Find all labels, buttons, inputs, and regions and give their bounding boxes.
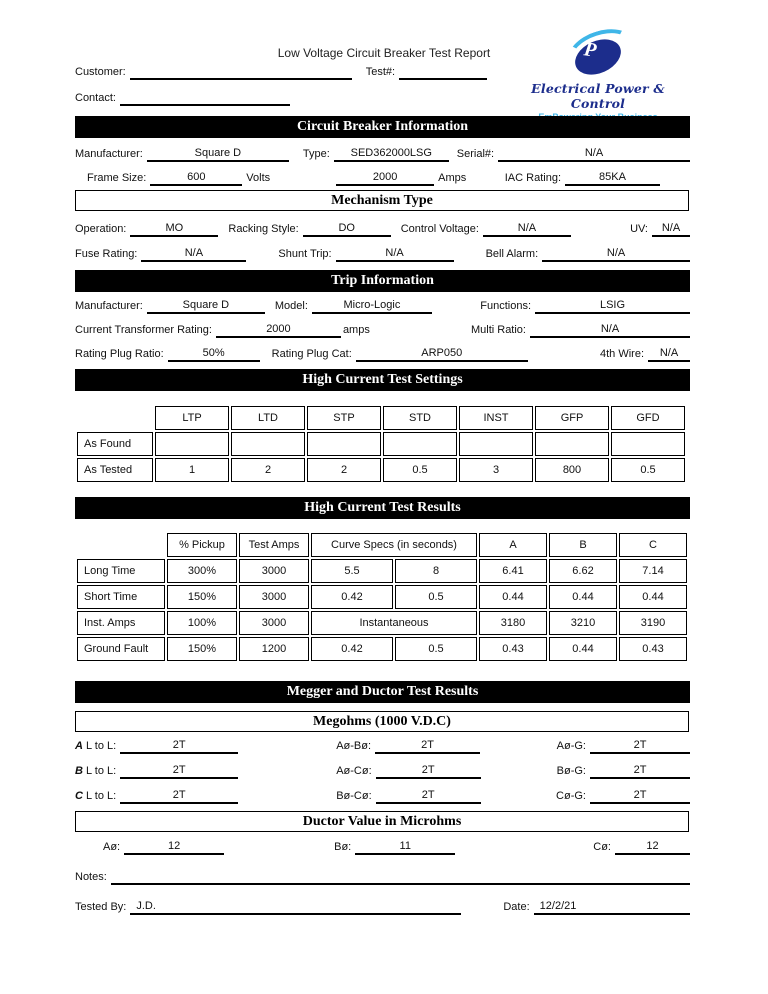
phase-a-label: A <box>75 740 83 752</box>
model-field[interactable]: Micro-Logic <box>312 298 432 314</box>
results-col-curve-specs: Curve Specs (in seconds) <box>311 533 477 557</box>
results-corner-cell <box>77 533 165 557</box>
results-cell[interactable]: 3000 <box>239 559 309 583</box>
racking-style-field[interactable]: DO <box>303 221 391 237</box>
serial-label: Serial#: <box>456 148 495 160</box>
bell-alarm-field[interactable]: N/A <box>542 246 690 262</box>
settings-cell[interactable]: 0.5 <box>383 458 457 482</box>
settings-row-label: As Found <box>77 432 153 456</box>
contact-label: Contact: <box>75 92 116 104</box>
type-field[interactable]: SED362000LSG <box>334 146 449 162</box>
ct-rating-field[interactable]: 2000 <box>216 322 341 338</box>
fourth-wire-field[interactable]: N/A <box>648 346 690 362</box>
multi-ratio-label: Multi Ratio: <box>470 324 526 336</box>
results-cell[interactable]: 0.44 <box>619 585 687 609</box>
settings-col-ltd: LTD <box>231 406 305 430</box>
logo-monogram: P <box>582 38 598 62</box>
contact-row <box>75 88 690 106</box>
test-number-label: Test#: <box>365 66 396 78</box>
results-cell[interactable]: 7.14 <box>619 559 687 583</box>
operation-label: Operation: <box>75 223 127 235</box>
mechanism-row-2 <box>75 244 690 262</box>
manufacturer-field[interactable]: Square D <box>147 146 289 162</box>
megger-a-ltol-field[interactable]: 2T <box>120 738 238 754</box>
page-title: Low Voltage Circuit Breaker Test Report <box>277 46 491 60</box>
results-ground-fault-row <box>77 637 687 661</box>
high-current-test-settings-table <box>75 404 687 484</box>
results-cell[interactable]: 3180 <box>479 611 547 635</box>
results-cell[interactable]: 3000 <box>239 611 309 635</box>
trip-info-row-1 <box>75 296 690 314</box>
ductor-c-field[interactable]: 12 <box>615 839 690 855</box>
serial-field[interactable]: N/A <box>498 146 690 162</box>
results-row-label: Ground Fault <box>77 637 165 661</box>
results-col-test-amps: Test Amps <box>239 533 309 557</box>
trip-manufacturer-field[interactable]: Square D <box>147 298 265 314</box>
megger-row-c <box>75 786 690 804</box>
shunt-trip-label: Shunt Trip: <box>278 248 332 260</box>
fuse-rating-field[interactable]: N/A <box>141 246 246 262</box>
shunt-trip-field[interactable]: N/A <box>336 246 454 262</box>
notes-label: Notes: <box>75 871 107 883</box>
amps-field[interactable]: 2000 <box>336 170 434 186</box>
trip-info-row-2 <box>75 320 690 338</box>
section-header-mechanism-type: Mechanism Type <box>75 190 689 211</box>
megger-bc-field[interactable]: 2T <box>376 788 481 804</box>
racking-style-label: Racking Style: <box>228 223 299 235</box>
date-label: Date: <box>503 901 530 913</box>
tested-by-label: Tested By: <box>75 901 127 913</box>
high-current-test-results-table <box>75 531 689 663</box>
functions-field[interactable]: LSIG <box>535 298 690 314</box>
contact-field[interactable] <box>120 104 290 106</box>
megger-b-ltol-field[interactable]: 2T <box>120 763 238 779</box>
results-cell[interactable]: 0.43 <box>619 637 687 661</box>
results-cell[interactable]: 6.41 <box>479 559 547 583</box>
section-header-circuit-breaker-information: Circuit Breaker Information <box>75 116 690 138</box>
rating-plug-cat-label: Rating Plug Cat: <box>271 348 352 360</box>
megger-row-b <box>75 761 690 779</box>
settings-cell[interactable] <box>155 432 229 456</box>
tested-by-field[interactable]: J.D. <box>130 899 461 915</box>
notes-field[interactable] <box>111 883 690 885</box>
megger-ag-field[interactable]: 2T <box>590 738 690 754</box>
notes-row <box>75 867 690 885</box>
results-cell[interactable]: 3000 <box>239 585 309 609</box>
results-cell[interactable]: 3210 <box>549 611 617 635</box>
type-label: Type: <box>302 148 330 160</box>
rating-plug-ratio-field[interactable]: 50% <box>168 346 260 362</box>
bell-alarm-label: Bell Alarm: <box>485 248 539 260</box>
control-voltage-label: Control Voltage: <box>400 223 479 235</box>
amps-label: Amps <box>438 172 467 184</box>
test-number-field[interactable] <box>399 78 487 80</box>
results-col-c: C <box>619 533 687 557</box>
results-col-a: A <box>479 533 547 557</box>
results-cell[interactable]: 5.5 <box>311 559 393 583</box>
customer-label: Customer: <box>75 66 126 78</box>
megger-ab-label: Aø-Bø: <box>336 740 372 752</box>
settings-cell[interactable] <box>459 432 533 456</box>
section-header-megger-ductor: Megger and Ductor Test Results <box>75 681 690 703</box>
fourth-wire-label: 4th Wire: <box>599 348 644 360</box>
results-cell[interactable]: 300% <box>167 559 237 583</box>
iac-rating-field[interactable]: 85KA <box>565 170 660 186</box>
l-to-l-label: L to L: <box>86 740 117 752</box>
results-row-label: Long Time <box>77 559 165 583</box>
phase-b-label: B <box>75 765 83 777</box>
settings-row-label: As Tested <box>77 458 153 482</box>
trip-manufacturer-label: Manufacturer: <box>75 300 143 312</box>
results-cell[interactable]: 1200 <box>239 637 309 661</box>
settings-corner-cell <box>77 406 153 430</box>
megger-bg-field[interactable]: 2T <box>590 763 690 779</box>
settings-as-found-row <box>77 432 685 456</box>
fuse-rating-label: Fuse Rating: <box>75 248 138 260</box>
settings-col-gfp: GFP <box>535 406 609 430</box>
tested-by-row <box>75 897 690 915</box>
manufacturer-label: Manufacturer: <box>75 148 143 160</box>
settings-cell[interactable]: 2 <box>231 458 305 482</box>
settings-col-inst: INST <box>459 406 533 430</box>
settings-cell[interactable]: 1 <box>155 458 229 482</box>
section-header-ductor-value: Ductor Value in Microhms <box>75 811 689 832</box>
results-col-b: B <box>549 533 617 557</box>
section-header-high-current-test-results: High Current Test Results <box>75 497 690 519</box>
iac-rating-label: IAC Rating: <box>504 172 561 184</box>
results-inst-amps-row <box>77 611 687 635</box>
results-cell[interactable]: 0.42 <box>311 637 393 661</box>
ct-unit-label: amps <box>342 324 370 336</box>
ductor-row <box>75 837 690 855</box>
results-cell[interactable]: 0.43 <box>479 637 547 661</box>
ductor-b-label: Bø: <box>334 841 352 853</box>
ct-rating-label: Current Transformer Rating: <box>75 324 212 336</box>
frame-size-label: Frame Size: <box>87 172 147 184</box>
date-field[interactable]: 12/2/21 <box>534 899 690 915</box>
section-header-megohms: Megohms (1000 V.D.C) <box>75 711 689 732</box>
megger-ag-label: Aø-G: <box>556 740 586 752</box>
results-cell[interactable]: 6.62 <box>549 559 617 583</box>
results-col-pickup: % Pickup <box>167 533 237 557</box>
mechanism-row-1 <box>75 219 690 237</box>
uv-field[interactable]: N/A <box>652 221 690 237</box>
megger-bc-label: Bø-Cø: <box>336 790 372 802</box>
ductor-b-field[interactable]: 11 <box>355 839 455 855</box>
ductor-c-label: Cø: <box>593 841 611 853</box>
results-cell[interactable]: 8 <box>395 559 477 583</box>
l-to-l-label: L to L: <box>86 765 117 777</box>
phase-c-label: C <box>75 790 83 802</box>
megger-c-ltol-field[interactable]: 2T <box>120 788 238 804</box>
results-cell[interactable]: 0.44 <box>549 637 617 661</box>
megger-bg-label: Bø-G: <box>556 765 586 777</box>
megger-row-a <box>75 736 690 754</box>
settings-col-stp: STP <box>307 406 381 430</box>
frame-size-field[interactable]: 600 <box>150 170 242 186</box>
trip-info-row-3 <box>75 344 690 362</box>
customer-field[interactable] <box>130 78 352 80</box>
results-cell[interactable]: 150% <box>167 585 237 609</box>
results-row-label: Short Time <box>77 585 165 609</box>
settings-cell[interactable] <box>383 432 457 456</box>
megger-cg-label: Cø-G: <box>556 790 586 802</box>
model-label: Model: <box>274 300 308 312</box>
results-cell[interactable]: 0.44 <box>549 585 617 609</box>
breaker-info-row-1 <box>75 144 690 162</box>
megger-ab-field[interactable]: 2T <box>375 738 480 754</box>
settings-cell[interactable] <box>231 432 305 456</box>
l-to-l-label: L to L: <box>86 790 117 802</box>
section-header-high-current-test-settings: High Current Test Settings <box>75 369 690 391</box>
results-cell-instantaneous[interactable]: Instantaneous <box>311 611 477 635</box>
settings-col-ltp: LTP <box>155 406 229 430</box>
ductor-a-label: Aø: <box>103 841 121 853</box>
results-long-time-row <box>77 559 687 583</box>
settings-cell[interactable]: 0.5 <box>611 458 685 482</box>
customer-row <box>75 62 690 80</box>
results-row-label: Inst. Amps <box>77 611 165 635</box>
megger-ac-label: Aø-Cø: <box>336 765 372 777</box>
breaker-info-row-2 <box>75 168 690 186</box>
settings-cell[interactable] <box>307 432 381 456</box>
control-voltage-field[interactable]: N/A <box>483 221 571 237</box>
rating-plug-cat-field[interactable]: ARP050 <box>356 346 528 362</box>
multi-ratio-field[interactable]: N/A <box>530 322 690 338</box>
settings-cell[interactable] <box>535 432 609 456</box>
results-cell[interactable]: 0.42 <box>311 585 393 609</box>
results-cell[interactable]: 100% <box>167 611 237 635</box>
rating-plug-ratio-label: Rating Plug Ratio: <box>75 348 164 360</box>
operation-field[interactable]: MO <box>130 221 218 237</box>
uv-label: UV: <box>630 223 648 235</box>
results-cell[interactable]: 150% <box>167 637 237 661</box>
results-cell[interactable]: 0.44 <box>479 585 547 609</box>
megger-cg-field[interactable]: 2T <box>590 788 690 804</box>
results-cell[interactable]: 0.5 <box>395 585 477 609</box>
settings-header-row <box>77 406 685 430</box>
settings-cell[interactable]: 3 <box>459 458 533 482</box>
logo-company-name: Electrical Power & Control <box>531 81 665 111</box>
settings-as-tested-row <box>77 458 685 482</box>
settings-cell[interactable]: 2 <box>307 458 381 482</box>
volts-label: Volts <box>246 172 271 184</box>
functions-label: Functions: <box>480 300 531 312</box>
megger-ac-field[interactable]: 2T <box>376 763 481 779</box>
results-cell[interactable]: 0.5 <box>395 637 477 661</box>
settings-col-gfd: GFD <box>611 406 685 430</box>
results-cell[interactable]: 3190 <box>619 611 687 635</box>
ductor-a-field[interactable]: 12 <box>124 839 224 855</box>
section-header-trip-information: Trip Information <box>75 270 690 292</box>
settings-cell[interactable] <box>611 432 685 456</box>
settings-cell[interactable]: 800 <box>535 458 609 482</box>
results-short-time-row <box>77 585 687 609</box>
results-header-row <box>77 533 687 557</box>
settings-col-std: STD <box>383 406 457 430</box>
